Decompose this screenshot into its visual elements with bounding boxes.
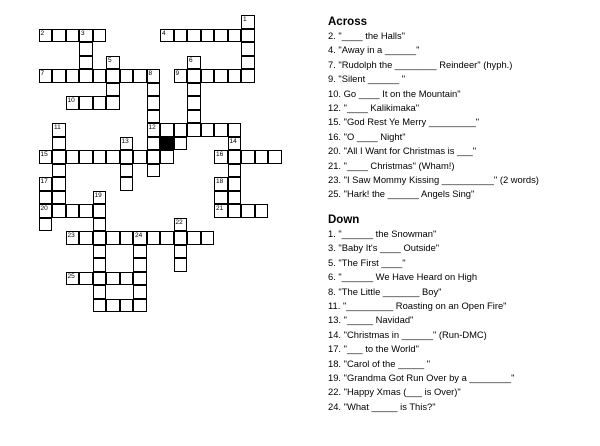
grid-cell[interactable] (160, 231, 174, 245)
clue-number: 7 (40, 70, 45, 77)
grid-cell[interactable] (187, 96, 201, 110)
grid-cell[interactable] (201, 29, 215, 43)
grid-cell[interactable] (66, 150, 80, 164)
grid-cell[interactable] (106, 231, 120, 245)
clue-number: 19 (94, 191, 102, 199)
grid-cell[interactable] (174, 231, 188, 245)
clue-number: 17 (40, 178, 48, 185)
grid-cell[interactable] (214, 204, 228, 218)
down-clue: 3. "Baby It's ____ Outside" (328, 242, 440, 254)
grid-cell[interactable] (39, 218, 53, 232)
grid-cell[interactable] (93, 29, 107, 43)
clue-number: 25 (67, 272, 75, 280)
grid-cell[interactable] (255, 204, 269, 218)
grid-cell[interactable] (93, 96, 107, 110)
grid-cell[interactable] (174, 123, 188, 137)
clue-number: 16 (216, 151, 224, 158)
grid-cell[interactable] (79, 272, 93, 286)
grid-cell[interactable] (160, 123, 174, 137)
grid-cell[interactable] (228, 150, 242, 164)
grid-cell[interactable] (120, 150, 134, 164)
across-clue: 21. "____ Christmas" (Wham!) (328, 159, 455, 171)
clue-number: 1 (243, 16, 247, 23)
across-clue: 25. "Hark! the ______ Angels Sing" (328, 188, 475, 200)
grid-cell[interactable] (79, 29, 93, 43)
grid-cell[interactable] (214, 191, 228, 205)
grid-cell[interactable] (201, 69, 215, 83)
grid-cell[interactable] (174, 245, 188, 259)
grid-cell[interactable] (133, 299, 147, 313)
grid-cell[interactable] (214, 177, 228, 191)
grid-cell[interactable] (147, 83, 161, 97)
grid-cell[interactable] (147, 164, 161, 178)
grid-cell[interactable] (187, 56, 201, 70)
across-clue: 10. Go ____ It on the Mountain" (328, 87, 461, 99)
grid-cell[interactable] (106, 299, 120, 313)
grid-cell[interactable] (79, 150, 93, 164)
grid-cell[interactable] (93, 69, 107, 83)
grid-cell[interactable] (214, 123, 228, 137)
grid-cell[interactable] (174, 137, 188, 151)
grid-cell[interactable] (228, 177, 242, 191)
clue-number: 23 (67, 232, 75, 239)
grid-cell[interactable] (174, 69, 188, 83)
grid-cell[interactable] (93, 204, 107, 218)
grid-cell[interactable] (66, 29, 80, 43)
grid-cell[interactable] (106, 56, 120, 70)
grid-cell[interactable] (106, 69, 120, 83)
grid-cell[interactable] (39, 204, 53, 218)
grid-cell[interactable] (79, 69, 93, 83)
clue-number: 2 (40, 29, 45, 37)
grid-cell[interactable] (268, 150, 282, 164)
grid-black-cell (160, 137, 174, 151)
grid-cell[interactable] (201, 123, 215, 137)
down-clue: 14. "Christmas in ______" (Run-DMC) (328, 328, 487, 340)
down-clue: 19. "Grandma Got Run Over by a ________" (328, 371, 515, 383)
grid-cell[interactable] (39, 150, 53, 164)
grid-cell[interactable] (120, 137, 134, 151)
grid-cell[interactable] (133, 245, 147, 259)
clue-number: 12 (148, 124, 156, 131)
down-clue: 17. "___ to the World" (328, 343, 419, 355)
grid-cell[interactable] (241, 69, 255, 83)
across-clue: 15. "God Rest Ye Merry _________" (328, 116, 480, 128)
grid-cell[interactable] (133, 272, 147, 286)
grid-cell[interactable] (241, 15, 255, 29)
grid-cell[interactable] (160, 150, 174, 164)
grid-cell[interactable] (93, 218, 107, 232)
grid-cell[interactable] (93, 245, 107, 259)
grid-cell[interactable] (93, 299, 107, 313)
clue-number: 14 (229, 137, 237, 145)
grid-cell[interactable] (93, 272, 107, 286)
grid-cell[interactable] (147, 137, 161, 151)
grid-cell[interactable] (52, 150, 66, 164)
grid-cell[interactable] (147, 231, 161, 245)
across-heading: Across (328, 16, 367, 28)
grid-cell[interactable] (241, 29, 255, 43)
grid-cell[interactable] (241, 56, 255, 70)
down-clue: 22. "Happy Xmas (___ is Over)" (328, 386, 461, 398)
grid-cell[interactable] (66, 204, 80, 218)
grid-cell[interactable] (106, 96, 120, 110)
grid-cell[interactable] (187, 110, 201, 124)
grid-cell[interactable] (79, 56, 93, 70)
grid-cell[interactable] (79, 231, 93, 245)
clue-number: 13 (121, 137, 129, 145)
grid-cell[interactable] (66, 272, 80, 286)
grid-cell[interactable] (133, 231, 147, 245)
grid-cell[interactable] (174, 29, 188, 43)
down-clue: 11. "_________ Roasting on an Open Fire" (328, 299, 507, 311)
down-clue: 5. "The First ____" (328, 256, 406, 268)
across-clue: 12. "____ Kalikimaka" (328, 102, 420, 114)
grid-cell[interactable] (228, 29, 242, 43)
down-clue: 8. "The Little _______ Boy" (328, 285, 442, 297)
clue-number: 24 (135, 232, 143, 239)
grid-cell[interactable] (120, 299, 134, 313)
grid-cell[interactable] (214, 29, 228, 43)
grid-cell[interactable] (187, 123, 201, 137)
grid-cell[interactable] (133, 150, 147, 164)
grid-cell[interactable] (66, 69, 80, 83)
grid-cell[interactable] (187, 83, 201, 97)
grid-cell[interactable] (52, 177, 66, 191)
grid-cell[interactable] (147, 69, 161, 83)
clue-number: 10 (67, 97, 75, 104)
clue-number: 9 (175, 70, 180, 77)
clue-number: 20 (40, 205, 48, 212)
grid-cell[interactable] (133, 258, 147, 272)
grid-cell[interactable] (93, 258, 107, 272)
grid-cell[interactable] (133, 285, 147, 299)
grid-cell[interactable] (52, 69, 66, 83)
grid-cell[interactable] (52, 164, 66, 178)
grid-cell[interactable] (214, 150, 228, 164)
clue-number: 5 (108, 56, 112, 64)
across-clues (328, 29, 598, 202)
grid-cell[interactable] (201, 231, 215, 245)
down-clue: 18. "Carol of the _____ " (328, 357, 431, 369)
grid-cell[interactable] (93, 150, 107, 164)
grid-cell[interactable] (228, 123, 242, 137)
down-clue: 13. "_____ Navidad" (328, 314, 414, 326)
down-clue: 6. "______ We Have Heard on High (328, 271, 478, 283)
across-clue: 4. "Away in a ______" (328, 44, 420, 56)
grid-cell[interactable] (187, 69, 201, 83)
clue-number: 22 (175, 218, 183, 226)
grid-cell[interactable] (52, 29, 66, 43)
clue-number: 6 (189, 56, 193, 64)
down-clue: 24. "What _____ is This?" (328, 400, 436, 412)
grid-cell[interactable] (228, 164, 242, 178)
grid-cell[interactable] (147, 150, 161, 164)
down-clues (328, 227, 598, 414)
grid-cell[interactable] (106, 83, 120, 97)
across-clue: 20. "All I Want for Christmas is ___" (328, 145, 477, 157)
grid-cell[interactable] (187, 231, 201, 245)
grid-cell[interactable] (228, 191, 242, 205)
grid-cell[interactable] (241, 150, 255, 164)
grid-cell[interactable] (120, 164, 134, 178)
grid-cell[interactable] (133, 69, 147, 83)
grid-cell[interactable] (160, 29, 174, 43)
grid-cell[interactable] (52, 123, 66, 137)
across-clue: 23. "I Saw Mommy Kissing __________" (2 words) (328, 174, 539, 186)
grid-cell[interactable] (66, 231, 80, 245)
grid-cell[interactable] (39, 69, 53, 83)
clue-number: 11 (54, 124, 61, 131)
grid-cell[interactable] (241, 42, 255, 56)
down-heading: Down (328, 213, 360, 226)
grid-cell[interactable] (106, 272, 120, 286)
clue-number: 8 (148, 70, 153, 77)
down-clue: 1. "______ the Snowman" (328, 227, 437, 239)
grid-cell[interactable] (255, 150, 269, 164)
grid-cell[interactable] (79, 96, 93, 110)
grid-cell[interactable] (214, 69, 228, 83)
grid-cell[interactable] (66, 96, 80, 110)
across-clue: 7. "Rudolph the ________ Reindeer" (hyph.) (328, 58, 513, 70)
grid-cell[interactable] (93, 231, 107, 245)
grid-cell[interactable] (120, 177, 134, 191)
grid-cell[interactable] (79, 204, 93, 218)
grid-cell[interactable] (147, 123, 161, 137)
clue-number: 3 (81, 29, 85, 37)
grid-cell[interactable] (52, 204, 66, 218)
grid-cell[interactable] (93, 285, 107, 299)
grid-cell[interactable] (39, 177, 53, 191)
grid-cell[interactable] (120, 69, 134, 83)
across-clue: 16. "O ____ Night" (328, 130, 406, 142)
grid-cell[interactable] (93, 191, 107, 205)
clue-number: 21 (216, 205, 224, 212)
clue-number: 18 (216, 178, 224, 185)
clue-number: 4 (162, 29, 166, 37)
grid-cell[interactable] (106, 150, 120, 164)
grid-cell[interactable] (52, 137, 66, 151)
grid-cell[interactable] (174, 218, 188, 232)
grid-cell[interactable] (187, 29, 201, 43)
grid-cell[interactable] (147, 96, 161, 110)
grid-cell[interactable] (174, 258, 188, 272)
grid-cell[interactable] (120, 231, 134, 245)
grid-cell[interactable] (228, 69, 242, 83)
grid-cell[interactable] (120, 272, 134, 286)
across-clue: 9. "Silent ______ " (328, 73, 406, 85)
grid-cell[interactable] (79, 42, 93, 56)
grid-cell[interactable] (241, 204, 255, 218)
grid-cell[interactable] (39, 191, 53, 205)
clue-list (328, 15, 598, 414)
across-clue: 2. "____ the Halls" (328, 30, 406, 41)
grid-cell[interactable] (147, 110, 161, 124)
grid-cell[interactable] (228, 204, 242, 218)
grid-cell[interactable] (39, 29, 53, 43)
grid-cell[interactable] (52, 191, 66, 205)
clue-number: 15 (40, 151, 48, 158)
grid-cell[interactable] (228, 137, 242, 151)
